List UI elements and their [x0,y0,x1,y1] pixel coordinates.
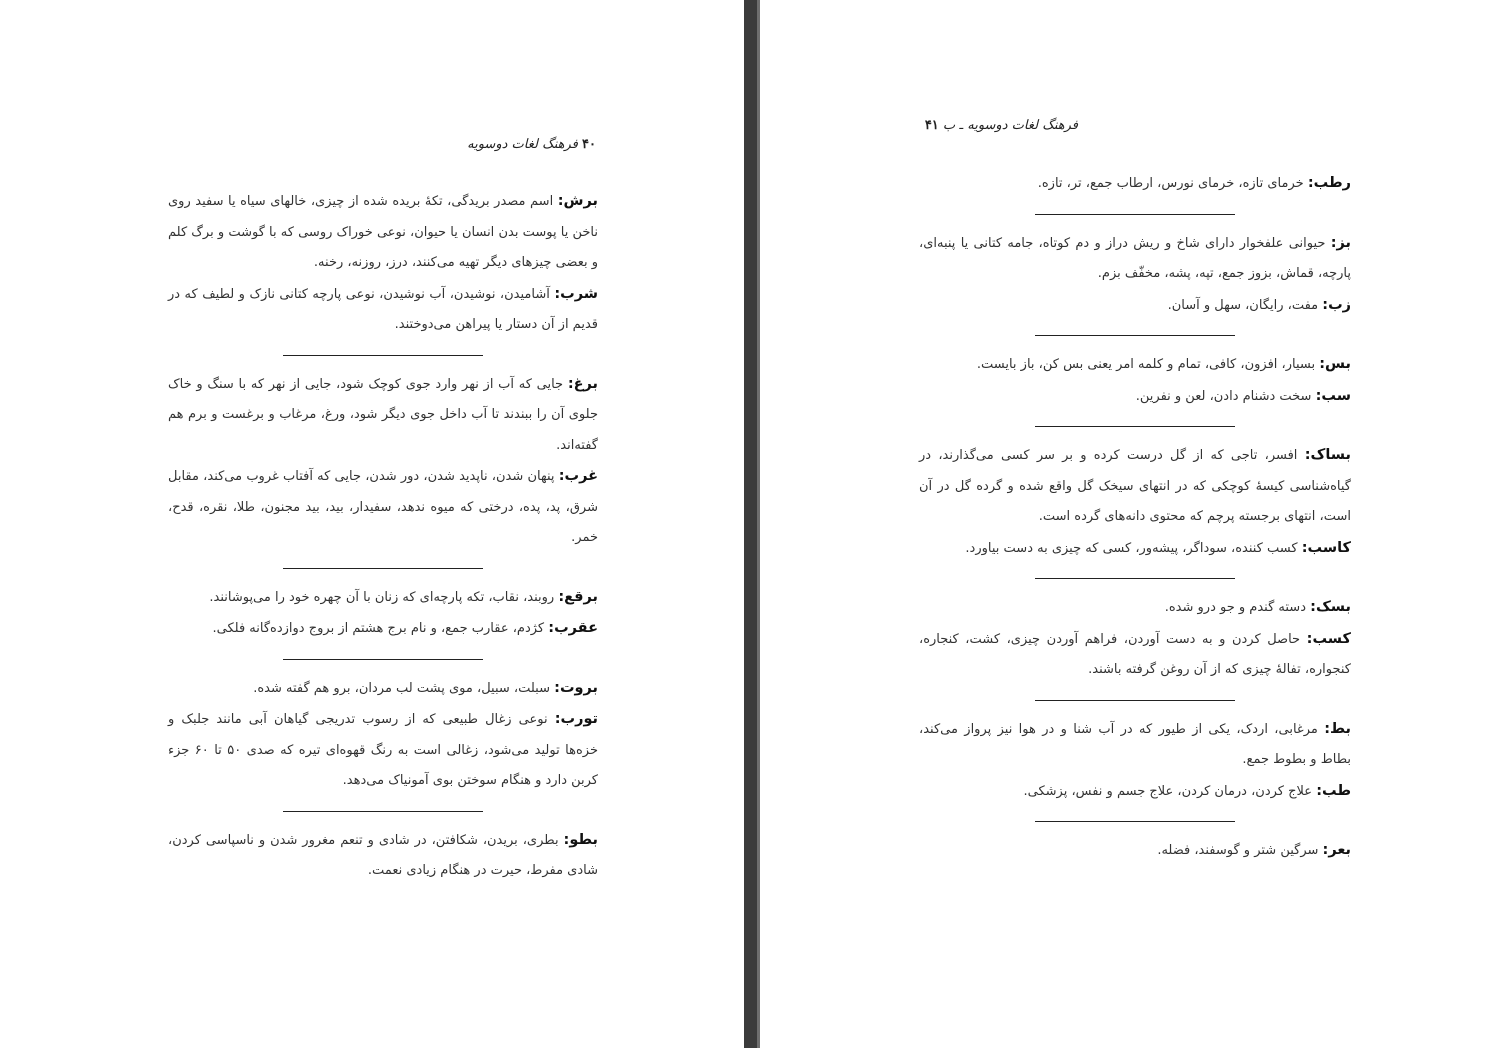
section-divider [1035,214,1235,215]
headword: برقع: [558,588,598,605]
definition: کسب کننده، سوداگر، پیشه‌ور، کسی که چیزی به دست بیاورد. [965,540,1298,556]
dictionary-entry [168,582,598,614]
dictionary-entry [919,835,1351,867]
dictionary-entry [919,440,1351,533]
definition: بطری، بریدن، شکافتن، در شادی و تنعم مغرور شدن و ناسپاسی کردن، شادی مفرط، حیرت در هنگام زیادی نعمت. [168,832,598,878]
headword: بطو: [563,831,598,848]
headword: رطب: [1307,175,1351,191]
definition: سرگین شتر و گوسفند، فضله. [1157,843,1319,858]
definition: علاج کردن، درمان کردن، علاج جسم و نفس، پزشکی. [1023,783,1313,799]
dictionary-entry [919,714,1351,776]
entry-group [168,369,598,554]
dictionary-entry [919,228,1351,290]
dictionary-entry [919,290,1351,322]
definition: حیوانی علفخوار دارای شاخ و ریش دراز و دم کوتاه، جامه کتانی یا پنبه‌ای، پارچه، قماش، بزوز جمع، تپه، پشه، مخفّف بزم. [919,235,1351,281]
entry-group [919,714,1351,808]
section-divider [283,659,483,660]
right-page [760,0,1501,1048]
dictionary-entry [919,624,1351,686]
definition: افسر، تاجی که از گل درست کرده و بر سر کسی می‌گذارند، در گیاه‌شناسی کیسهٔ کوچکی که در انتهای سیخک گل واقع شده و گرده گل در آن است، انتهای برجسته پرچم که محتوی دانه‌های گرده است. [919,448,1351,524]
dictionary-column-left [168,186,598,887]
running-head-left [467,137,596,152]
headword: بسک: [1310,599,1351,615]
dictionary-entry [919,168,1351,200]
headword: بط: [1324,720,1351,737]
entry-group [919,440,1351,564]
running-title-right: فرهنگ لغات دوسویه ـ ب [942,118,1078,133]
headword: طب: [1316,782,1351,799]
headword: بس: [1319,356,1351,372]
headword: تورب: [554,711,598,727]
headword: زب: [1322,296,1351,313]
definition: پنهان شدن، ناپدید شدن، دور شدن، جایی که آفتاب غروب می‌کند، مقابل شرق، پد، پده، درختی که میوه ندهد، سفیدار، بید، بید مجنون، طلا، نقره، قدح، خمر. [168,469,598,545]
headword: عقرب: [548,620,598,636]
section-divider [1035,821,1235,822]
entry-group [919,168,1351,200]
entry-group [919,349,1351,412]
left-page [0,0,744,1048]
definition: مفت، رایگان، سهل و آسان. [1167,297,1319,313]
dictionary-entry [919,381,1351,413]
headword: برغ: [567,375,598,392]
definition: اسم مصدر بریدگی، تکهٔ بریده شده از چیزی، خالهای سیاه یا سفید روی ناخن یا پوست بدن انسان یا حیوان، نوعی خوراک روسی که با گوشت و برگ کلم و بعضی چیزهای دیگر تهیه می‌کنند، درز، روزنه، رخنه. [168,194,598,270]
headword: بساک: [1304,447,1351,463]
entry-group [919,592,1351,686]
dictionary-entry [168,369,598,462]
entry-group [919,228,1351,322]
dictionary-entry [168,704,598,797]
entry-group [919,835,1351,867]
definition: نوعی زغال طبیعی که از رسوب تدریجی گیاهان آبی مانند جلبک و خزه‌ها تولید می‌شود، زغالی است به رنگ قهوه‌ای تیره که صدی ۵۰ تا ۶۰ جزء کربن دارد و هنگام سوختن بوی آمونیاک می‌دهد. [168,712,598,788]
entry-group [168,186,598,341]
definition: حاصل کردن و به دست آوردن، فراهم آوردن چیزی، کشت، کنجاره، کنجواره، تفالهٔ چیزی که از آن روغن گرفته باشند. [919,631,1351,677]
section-divider [1035,335,1235,336]
headword: بروت: [554,679,598,696]
headword: غرب: [558,468,598,484]
section-divider [1035,700,1235,701]
definition: روبند، نقاب، تکه پارچه‌ای که زنان با آن چهره خود را می‌پوشانند. [209,589,555,605]
definition: مرغابی، اردک، یکی از طیور که در آب شنا و در هوا نیز پرواز می‌کند، بطاط و بطوط جمع. [919,721,1351,767]
dictionary-entry [168,279,598,341]
dictionary-entry [168,186,598,279]
headword: برش: [557,193,598,209]
section-divider [1035,426,1235,427]
entry-group [168,582,598,645]
entry-group [168,673,598,797]
definition: کژدم، عقارب جمع، و نام برج هشتم از بروج دوازده‌گانه فلکی. [212,621,545,636]
running-head-right [925,118,1078,133]
dictionary-entry [168,461,598,554]
headword: شرب: [554,285,598,302]
definition: دسته گندم و جو درو شده. [1164,600,1306,615]
dictionary-entry [168,673,598,705]
dictionary-entry [919,776,1351,808]
section-divider [283,568,483,569]
section-divider [1035,578,1235,579]
running-title-left: فرهنگ لغات دوسویه [467,137,578,152]
dictionary-entry [919,533,1351,565]
definition: بسیار، افزون، کافی، تمام و کلمه امر یعنی بس کن، باز بایست. [976,357,1316,372]
definition: سبلت، سبیل، موی پشت لب مردان، برو هم گفته شده. [253,680,550,696]
headword: کسب: [1306,630,1351,647]
definition: خرمای تازه، خرمای نورس، ارطاب جمع، تر، تازه. [1037,176,1304,191]
section-divider [283,355,483,356]
dictionary-entry [919,592,1351,624]
page-number-right: ۴۱ [924,118,939,133]
headword: بعر: [1322,842,1351,858]
headword: سب: [1315,387,1351,404]
book-spine [744,0,760,1048]
dictionary-column-right [919,168,1351,867]
definition: آشامیدن، نوشیدن، آب نوشیدن، نوعی پارچه کتانی نازک و لطیف که در قدیم از آن دستار یا پیراهن می‌دوختند. [168,286,598,332]
headword: کاسب: [1301,539,1351,556]
entry-group [168,825,598,887]
headword: بز: [1330,234,1351,251]
page-number-left: ۴۰ [582,137,596,152]
definition: سخت دشنام دادن، لعن و نفرین. [1135,388,1312,404]
definition: جایی که آب از نهر وارد جوی کوچک شود، جایی از نهر که با سنگ و خاک جلوی آن را ببندند تا آب داخل جوی دیگر شود، ورغ، مرغاب و برغست و برم هم گفته‌اند. [168,376,598,453]
dictionary-entry [168,825,598,887]
dictionary-entry [168,613,598,645]
dictionary-entry [919,349,1351,381]
section-divider [283,811,483,812]
